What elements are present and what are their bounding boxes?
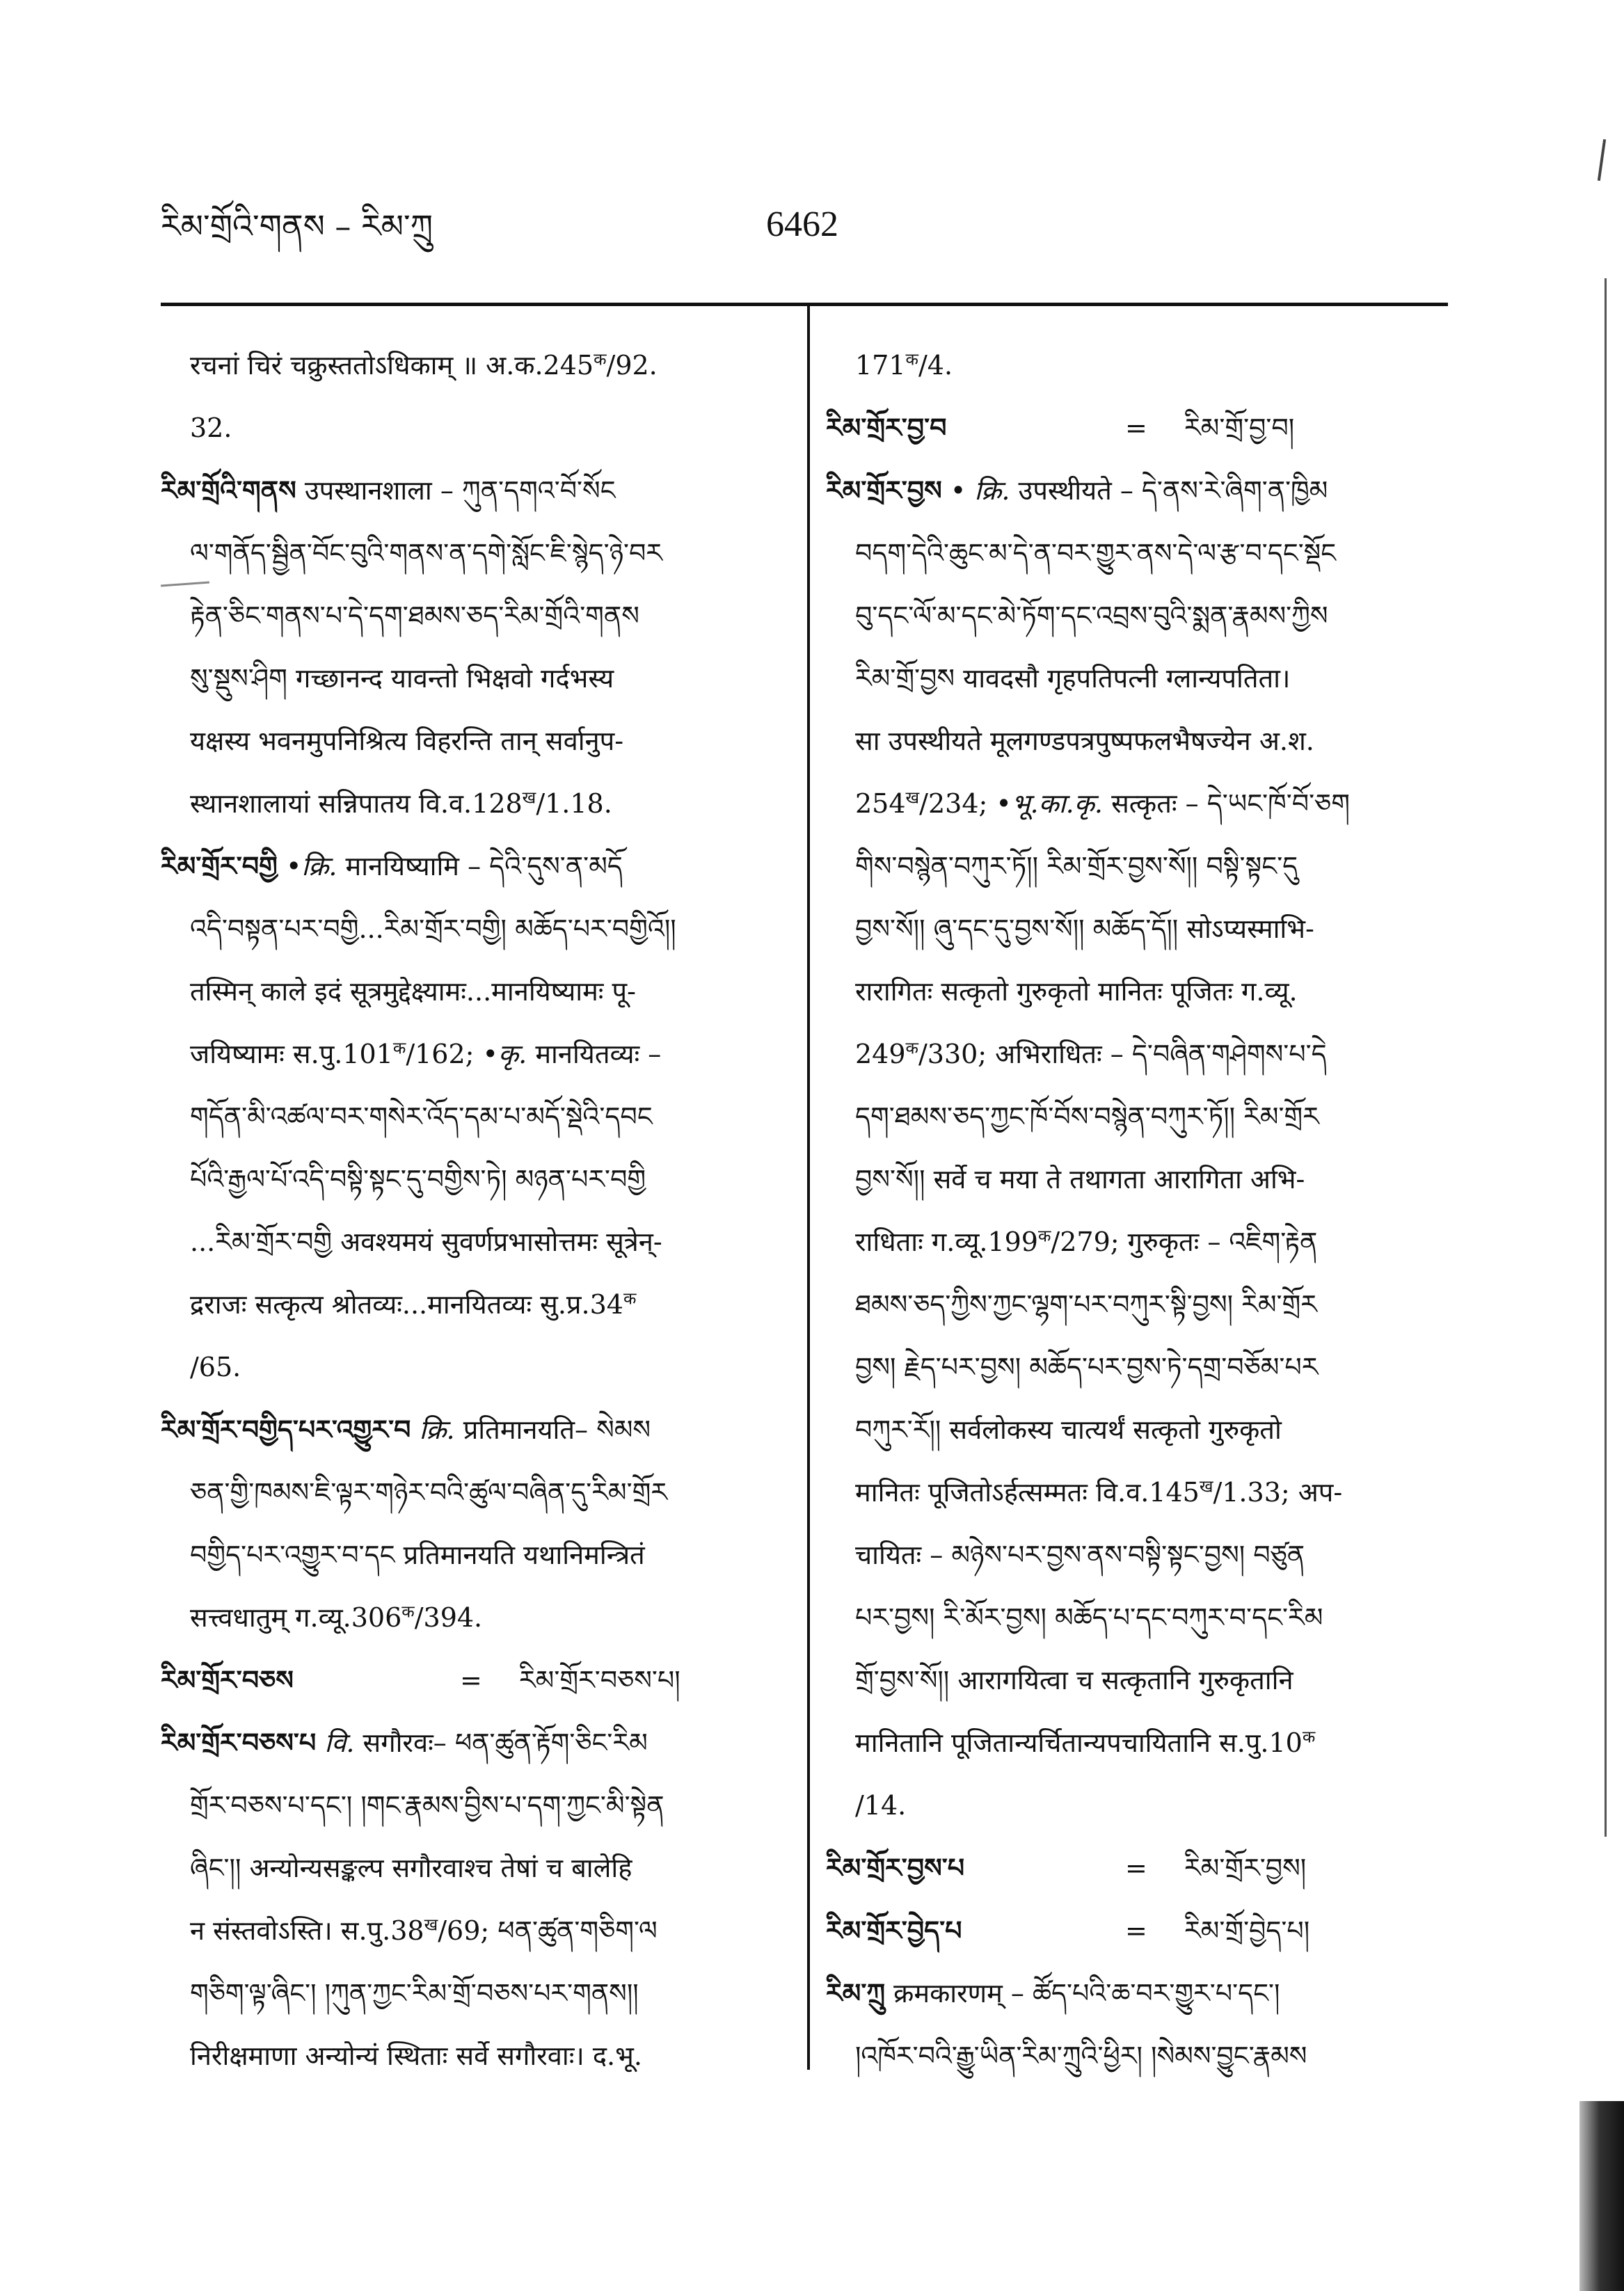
- line-text: 32.: [190, 413, 232, 443]
- line-text: བྱས་སོ།། सर्वे च मया ते तथागता आरागिता अभि-: [855, 1164, 1305, 1195]
- line-text: རིམ་གྲོ་བྱས यावदसौ गृहपतिपत्नी ग्लान्यपतिता।: [855, 663, 1291, 694]
- entry-line: [826, 1524, 1447, 1586]
- xref-target: རིམ་གྲོར་བྱས།: [1184, 1853, 1307, 1883]
- line-text: སུ་སྡུས་ཤིག गच्छानन्द यावन्तो भिक्षवो गर्दभस्य: [190, 663, 614, 694]
- line-text: /69; ཕན་ཚུན་གཅིག་ལ: [438, 1915, 658, 1946]
- entry-line: [161, 1398, 787, 1461]
- entry-line: [161, 960, 787, 1023]
- xref-headword: རིམ་གྲོར་བཅས: [161, 1664, 294, 1695]
- left-column: [161, 334, 787, 2087]
- line-text: བགྱིད་པར་འགྱུར་བ་དང प्रतिमानयति यथानिमन्त्रितं: [190, 1540, 645, 1570]
- line-text: གིས་བསྙེན་བཀུར་ཏོ།། རིམ་གྲོར་བྱས་སོ།། བསྟི་སྟང་དུ: [855, 851, 1298, 881]
- line-text: निरीक्षमाणा अन्योन्यं स्थिताः सर्वे सगौरवाः। द.भू.: [190, 2041, 642, 2071]
- entry-line: [826, 1774, 1447, 1837]
- entry-line: [826, 1336, 1447, 1398]
- entry-line: [161, 647, 787, 710]
- folio-side-superscript: क: [905, 1038, 918, 1058]
- line-text: स्थानशालायां सन्निपातय वि.व.128: [190, 788, 523, 819]
- entry-line: [161, 772, 787, 835]
- grammar-label: भू.का.कृ.: [1011, 788, 1103, 819]
- xref-target: རིམ་གྲོ་བྱེད་པ།: [1184, 1915, 1310, 1946]
- line-text: सत्त्वधातुम् ग.व्यू.306: [190, 1602, 402, 1633]
- entry-line: [161, 2025, 787, 2087]
- line-text: रारागितः सत्कृतो गुरुकृतो मानितः पूजितः ग.व्यू.: [855, 976, 1298, 1007]
- entry-line: [161, 1711, 787, 1774]
- line-text: བྱས། རྗེད་པར་བྱས། མཆོད་པར་བྱས་ཏེ་དགྲ་བཅོམ་པར: [855, 1352, 1319, 1382]
- line-text: /65.: [190, 1352, 241, 1382]
- entry-line: [161, 835, 787, 897]
- cross-reference-line: [161, 1649, 787, 1711]
- line-text: /4.: [918, 350, 953, 381]
- line-text: यक्षस्य भवनमुपनिश्रित्य विहरन्ति तान् सर्वानुप-: [190, 726, 624, 756]
- scan-edge-shadow: [1579, 2101, 1624, 2291]
- grammar-label: क्रि.: [301, 851, 337, 881]
- line-text: གཅིག་ལྟ་ཞིང་། །ཀུན་ཀྱང་རིམ་གྲོ་བཅས་པར་གནས།།: [190, 1978, 639, 2009]
- entry-line: [826, 1586, 1447, 1649]
- line-text: /330; अभिराधितः – དེ་བཞིན་གཤེགས་པ་དེ: [918, 1039, 1327, 1069]
- folio-side-superscript: ख: [522, 788, 536, 808]
- xref-headword: རིམ་གྲོར་བྱས་པ: [826, 1852, 965, 1883]
- headword: རིམ་གྲོར་བཅས་པ: [161, 1727, 317, 1758]
- line-text: གྲོ་བྱས་སོ།། आरागयित्वा च सत्कृतानि गुरुकृतानि: [855, 1665, 1293, 1695]
- line-text: རྟེན་ཅིང་གནས་པ་དེ་དག་ཐམས་ཅད་རིམ་གྲོའི་གནས: [190, 600, 639, 631]
- entry-line: [826, 897, 1447, 960]
- folio-side-superscript: ख: [424, 1915, 438, 1935]
- scan-edge-line: [1605, 278, 1607, 1837]
- line-text: 171: [855, 350, 906, 381]
- grammar-label: क्रि.: [419, 1414, 455, 1445]
- cross-reference-line: [826, 1837, 1447, 1899]
- entry-line: [161, 1524, 787, 1586]
- grammar-label: कृ.: [497, 1039, 527, 1069]
- entry-line: [826, 960, 1447, 1023]
- entry-line: [161, 710, 787, 772]
- entry-line: [161, 1211, 787, 1273]
- line-text: བྱས་སོ།། ཞུ་དང་དུ་བྱས་སོ།། མཆོད་དོ།། सोऽप्यस्माभि-: [855, 913, 1314, 944]
- entry-line: [826, 1398, 1447, 1461]
- line-text: मानितः पूजितोऽर्हत्सम्मतः वि.व.145: [855, 1477, 1200, 1508]
- folio-side-superscript: क: [905, 349, 918, 369]
- entry-line: [826, 710, 1447, 772]
- line-text: བུ་དང་ལོ་མ་དང་མེ་ཏོག་དང་འབྲས་བུའི་སྨན་རྣམས་ཀྱིས: [855, 600, 1328, 631]
- right-column: [826, 334, 1447, 2087]
- line-text: मानयिष्यामि – དེའི་དུས་ན་མདོ: [337, 851, 623, 881]
- entry-line: [161, 897, 787, 960]
- entry-line: [826, 334, 1447, 397]
- headword: རིམ་གྲོར་བགྱི: [161, 850, 278, 881]
- entry-line: [826, 2025, 1447, 2087]
- line-text: उपस्थानशाला – ཀུན་དགའ་བོ་སོང: [296, 475, 616, 506]
- folio-side-superscript: क: [623, 1288, 637, 1309]
- xref-target: རིམ་གྲོར་བཅས་པ།: [519, 1665, 680, 1695]
- folio-side-superscript: ख: [905, 788, 920, 808]
- line-text: रचनां चिरं चक्रुस्ततोऽधिकाम् ॥ अ.क.245: [190, 350, 594, 381]
- headword: རིམ་གྲོར་བྱས: [826, 474, 942, 506]
- entry-line: [161, 1336, 787, 1398]
- running-header-title: རིམ་གྲོའི་གནས – རིམ་ཀྲུ: [161, 207, 433, 245]
- entry-line: [826, 1211, 1447, 1273]
- line-text: འདི་བསྟན་པར་བགྱི...རིམ་གྲོར་བགྱི། མཆོད་པར་བགྱིའོ།།: [190, 913, 676, 944]
- line-text: 249: [855, 1039, 906, 1069]
- headword: རིམ་གྲོར་བགྱིད་པར་འགྱུར་བ: [161, 1414, 411, 1445]
- entry-line: [161, 334, 787, 397]
- line-text: द्रराजः सत्कृत्य श्रोतव्यः...मानयितव्यः सु.प्र.34: [190, 1289, 623, 1320]
- line-text: /279; गुरुकृतः – འཇིག་རྟེན: [1051, 1227, 1318, 1257]
- entry-line: [826, 1649, 1447, 1711]
- line-text: བདག་དེའི་ཆུང་མ་དེ་ན་བར་གྱུར་ནས་དེ་ལ་རྩ་བ་དང་སྡོང: [855, 538, 1337, 568]
- line-text: सगौरवः– ཕན་ཚུན་རྟོག་ཅིང་རིམ: [354, 1727, 648, 1758]
- line-text: मानितानि पूजितान्यर्चितान्यपचायितानि स.पु.10: [855, 1727, 1303, 1758]
- line-text: उपस्थीयते – དེ་ནས་རེ་ཞིག་ན་ཁྱིམ: [1010, 475, 1328, 506]
- line-text: ཐམས་ཅད་ཀྱིས་ཀྱང་ལྷག་པར་བཀུར་སྟི་བྱས། རིམ་གྲོར: [855, 1289, 1317, 1320]
- entry-line: [826, 1461, 1447, 1524]
- entry-line: [161, 1899, 787, 1962]
- line-text: །འཁོར་བའི་རྒྱུ་ཡིན་རིམ་ཀྲུའི་ཕྱིར། །སེམས་བྱུང་རྣམས: [855, 2041, 1307, 2071]
- line-text: सत्कृतः – དེ་ཡང་ཁོ་བོ་ཅག: [1102, 788, 1350, 819]
- line-text: /162; •: [406, 1039, 498, 1069]
- line-text: मानयितव्यः –: [527, 1039, 662, 1069]
- equals-sign: =: [1125, 1915, 1147, 1946]
- entry-line: [161, 1273, 787, 1336]
- line-text: सा उपस्थीयते मूलगण्डपत्रपुष्पफलभैषज्येन अ.श.: [855, 726, 1314, 756]
- line-text: •: [277, 851, 302, 881]
- line-text: न संस्तवोऽस्ति। स.पु.38: [190, 1915, 424, 1946]
- equals-sign: =: [460, 1665, 482, 1695]
- line-text: བཀུར་རོ།། सर्वलोकस्य चात्यर्थं सत्कृतो गुरुकृतो: [855, 1414, 1282, 1445]
- line-text: /394.: [414, 1602, 483, 1633]
- entry-line: [161, 1085, 787, 1148]
- entry-line: [161, 1774, 787, 1837]
- entry-line: [161, 1461, 787, 1524]
- line-text: प्रतिमानयति– སེམས: [454, 1414, 651, 1445]
- line-text: /234; •: [919, 788, 1012, 819]
- entry-line: [161, 459, 787, 522]
- entry-line: [826, 1148, 1447, 1211]
- entry-line: [161, 584, 787, 647]
- folio-side-superscript: क: [1302, 1727, 1316, 1747]
- entry-line: [826, 835, 1447, 897]
- line-text: དག་ཐམས་ཅད་ཀྱང་ཁོ་བོས་བསྙེན་བཀུར་ཏོ།། རིམ་གྲོར: [855, 1101, 1319, 1132]
- line-text: [411, 1414, 419, 1445]
- entry-line: [161, 1023, 787, 1085]
- entry-line: [826, 647, 1447, 710]
- line-text: राधिताः ग.व्यू.199: [855, 1227, 1038, 1257]
- entry-line: [161, 1586, 787, 1649]
- line-text: /1.33; अप-: [1213, 1477, 1343, 1508]
- line-text: གྲོར་བཅས་པ་དང་། །གང་རྣམས་བྱིས་པ་དག་ཀྱང་མི་སྟེན: [190, 1790, 664, 1821]
- headword: རིམ་གྲོའི་གནས: [161, 474, 296, 506]
- folio-side-superscript: क: [594, 349, 607, 369]
- equals-sign: =: [1125, 1853, 1147, 1883]
- header-rule: [161, 303, 1448, 306]
- xref-headword: རིམ་གྲོར་བྱེད་པ: [826, 1915, 962, 1946]
- scan-edge-tick: [1598, 139, 1606, 181]
- cross-reference-line: [826, 397, 1447, 459]
- column-divider: [807, 306, 810, 2070]
- grammar-label: क्रि.: [974, 475, 1010, 506]
- xref-headword: རིམ་གྲོར་བྱ་བ: [826, 412, 947, 443]
- line-text: तस्मिन् काले इदं सूत्रमुद्देक्ष्यामः...मानयिष्यामः पू-: [190, 976, 636, 1007]
- line-text: •: [941, 475, 975, 506]
- entry-line: [161, 522, 787, 584]
- line-text: /1.18.: [536, 788, 612, 819]
- line-text: པོའི་རྒྱལ་པོ་འདི་བསྟི་སྟང་དུ་བགྱིས་ཏེ། མཉན་པར་བགྱི: [190, 1164, 646, 1195]
- line-text: जयिष्यामः स.पु.101: [190, 1039, 393, 1069]
- cross-reference-line: [826, 1899, 1447, 1962]
- line-text: གདོན་མི་འཚལ་བར་གསེར་འོད་དམ་པ་མདོ་སྡེའི་དབང: [190, 1101, 653, 1132]
- headword: རིམ་ཀྲུ: [826, 1977, 886, 2009]
- grammar-label: वि.: [324, 1727, 355, 1758]
- entry-line: [161, 1962, 787, 2025]
- xref-target: རིམ་གྲོ་བྱ་བ།: [1184, 413, 1295, 443]
- entry-line: [826, 772, 1447, 835]
- folio-side-superscript: क: [401, 1602, 415, 1622]
- entry-line: [826, 1085, 1447, 1148]
- entry-line: [826, 522, 1447, 584]
- entry-line: [826, 1711, 1447, 1774]
- line-text: [316, 1727, 324, 1758]
- entry-line: [826, 1273, 1447, 1336]
- entry-line: [826, 1023, 1447, 1085]
- entry-line: [826, 459, 1447, 522]
- line-text: ཞིང་།། अन्योन्यसङ्कल्प सगौरवाश्च तेषां च बालेहि: [190, 1853, 632, 1883]
- page-number: 6462: [766, 205, 838, 244]
- entry-line: [826, 1962, 1447, 2025]
- entry-line: [161, 1837, 787, 1899]
- line-text: ལ་གནོད་སྦྱིན་བོང་བུའི་གནས་ན་དགེ་སློང་ཇི་སྙེད་ཉེ་བར: [190, 538, 662, 568]
- line-text: པར་བྱས། རི་མོར་བྱས། མཆོད་པ་དང་བཀུར་བ་དང་རིམ: [855, 1602, 1323, 1633]
- folio-side-superscript: क: [392, 1038, 406, 1058]
- entry-line: [161, 1148, 787, 1211]
- entry-line: [826, 584, 1447, 647]
- line-text: /92.: [606, 350, 658, 381]
- line-text: चायितः – མཉེས་པར་བྱས་ནས་བསྟི་སྟང་བྱས། བཙུན: [855, 1540, 1305, 1570]
- line-text: /14.: [855, 1790, 907, 1821]
- line-text: क्रमकारणम् – ཚོད་པའི་ཆ་བར་གྱུར་པ་དང་།: [885, 1978, 1280, 2009]
- line-text: ཅན་གྱི་ཁམས་ཇི་ལྟར་གཉེར་བའི་ཚུལ་བཞིན་དུ་རིམ་གྲོར: [190, 1477, 668, 1508]
- equals-sign: =: [1125, 413, 1147, 443]
- line-text: ...རིམ་གྲོར་བགྱི अवश्यमयं सुवर्णप्रभासोत्तमः सूत्रेन्-: [190, 1227, 662, 1257]
- entry-line: [161, 397, 787, 459]
- line-text: 254: [855, 788, 906, 819]
- folio-side-superscript: क: [1037, 1226, 1051, 1246]
- folio-side-superscript: ख: [1199, 1476, 1213, 1496]
